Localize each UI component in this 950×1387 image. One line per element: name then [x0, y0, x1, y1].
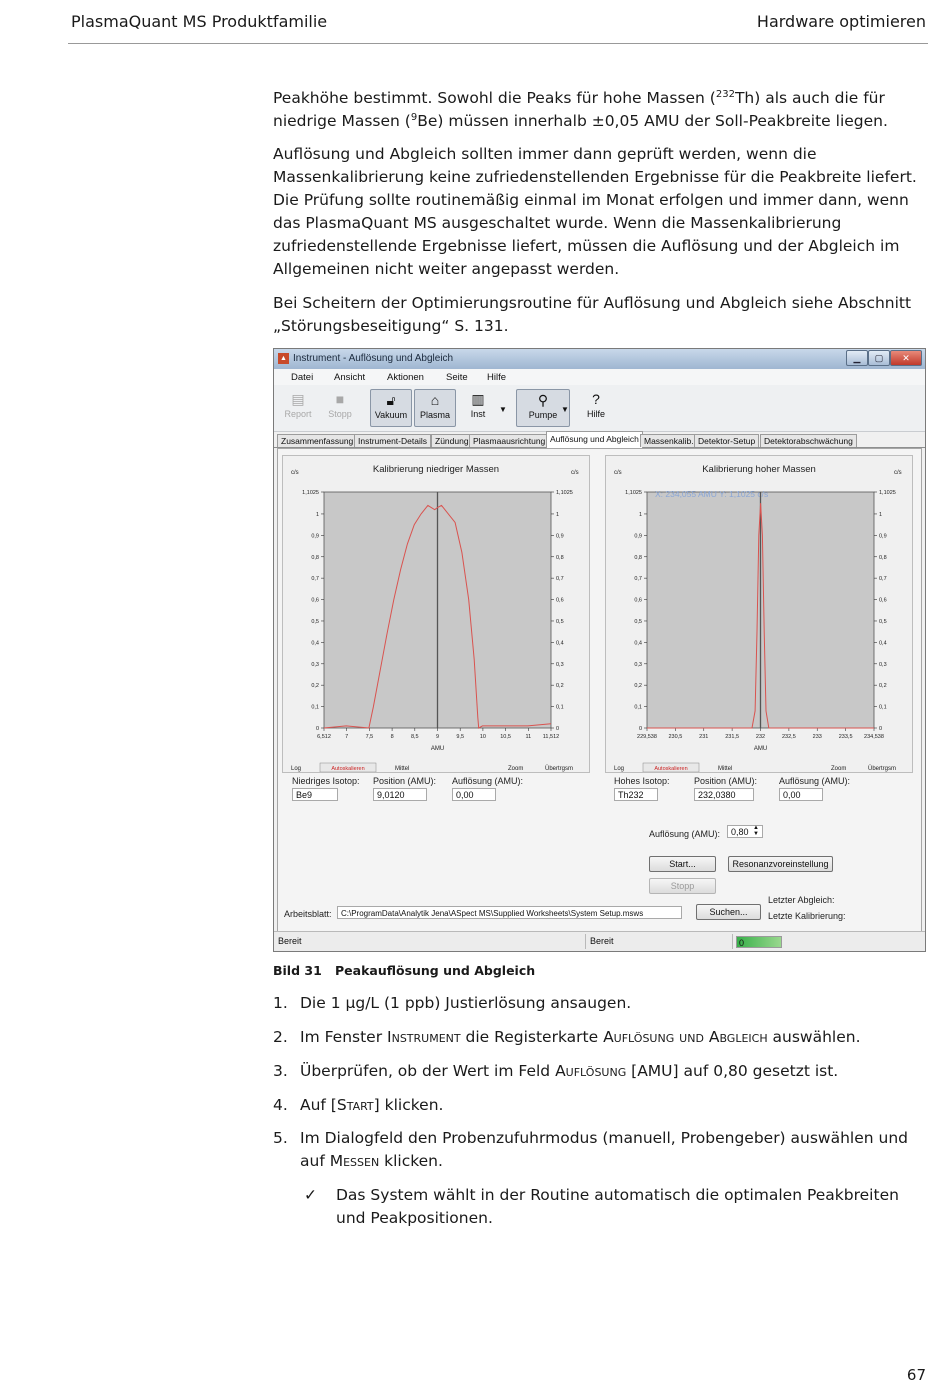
- x-tick-label: 232,5: [781, 734, 796, 740]
- step-5: [273, 1127, 933, 1173]
- high-position-field[interactable]: 232,0380: [694, 788, 754, 801]
- menu-seite[interactable]: Seite: [446, 372, 468, 383]
- chart-title: Kalibrierung niedriger Massen: [372, 464, 500, 475]
- menu-aktionen[interactable]: Aktionen: [387, 372, 424, 383]
- x-tick-label: 6,512: [317, 734, 331, 740]
- inst-button[interactable]: [458, 389, 498, 425]
- chart-high-mass: [605, 455, 913, 773]
- y-tick-label-right: 0,9: [556, 533, 564, 540]
- plasma-icon: ⌂: [430, 392, 440, 408]
- header-rule: [68, 43, 928, 44]
- p1-sup-1: 232: [715, 88, 735, 100]
- chart-title: Kalibrierung hoher Massen: [702, 464, 816, 475]
- report-label: Report: [284, 409, 312, 419]
- minimize-button[interactable]: ▁: [846, 350, 868, 366]
- y-unit-left: c/s: [614, 470, 622, 476]
- step-4-text: [300, 1094, 933, 1117]
- step-5-text: [300, 1127, 933, 1173]
- window-title: Instrument - Auflösung und Abgleich: [293, 353, 454, 364]
- y-unit-right: c/s: [571, 470, 579, 476]
- window-titlebar: [274, 349, 925, 369]
- y-tick-label-right: 0,1: [556, 704, 564, 711]
- x-tick-label: 7,5: [365, 734, 374, 740]
- y-unit-left: c/s: [291, 470, 299, 476]
- x-tick-label: 11: [525, 734, 532, 740]
- result-item: [300, 1184, 930, 1230]
- x-tick-label: 234,538: [864, 734, 884, 740]
- step-2-b: Instrument: [387, 1028, 461, 1046]
- tab-massenkalib[interactable]: Massenkalib.: [640, 434, 698, 447]
- p1-sup-2: 9: [410, 111, 418, 123]
- y-tick-label-left: 0,4: [634, 640, 642, 647]
- y-tick-label-right: 0,6: [879, 597, 887, 604]
- step-4-a: Auf [: [300, 1096, 337, 1114]
- p1-text-c: Be) müssen innerhalb ±0,05 AMU der Soll-Peakbreite liegen.: [417, 112, 888, 130]
- y-tick-label-right: 0: [879, 726, 883, 732]
- autoskalieren-label: Autoskalieren: [331, 766, 365, 772]
- y-tick-label-right: 0,4: [879, 640, 887, 647]
- step-3-b: Auflösung: [555, 1062, 627, 1080]
- x-tick-label: 231,5: [725, 734, 740, 740]
- lock-icon: 🔓︎: [386, 392, 396, 408]
- x-tick-label: 8,5: [410, 734, 419, 740]
- y-tick-label-right: 0,6: [556, 597, 564, 604]
- toolbar: [274, 385, 925, 432]
- tab-detektor-setup[interactable]: Detektor-Setup: [694, 434, 759, 447]
- pump-icon: ⚲: [537, 392, 549, 408]
- x-tick-label: 231: [699, 734, 709, 740]
- pumpe-label: Pumpe: [528, 410, 558, 420]
- y-tick-label-left: 0,3: [634, 661, 642, 668]
- low-resolution-field[interactable]: 0,00: [452, 788, 496, 801]
- plasma-label: Plasma: [419, 410, 450, 420]
- y-tick-label-left: 0,7: [634, 576, 642, 583]
- y-tick-label-left: 0,9: [634, 533, 642, 540]
- uebertragen-checkbox: Übertrgsm: [868, 766, 897, 772]
- y-tick-label-left: 0,6: [311, 597, 319, 604]
- log-checkbox: Log: [291, 766, 302, 772]
- cursor-readout: X: 234,055 AMU Y: 1,1025 c/s: [655, 489, 769, 499]
- hilfe-button[interactable]: [576, 389, 616, 425]
- paragraph-1: [273, 87, 933, 133]
- low-isotope-field[interactable]: Be9: [292, 788, 338, 801]
- status-bar: [274, 931, 925, 951]
- step-5-b: Messen: [329, 1152, 380, 1170]
- status-mid: Bereit: [590, 936, 614, 946]
- zoom-checkbox: Zoom: [508, 766, 524, 772]
- high-isotope-label: Hohes Isotop:: [614, 776, 670, 786]
- y-tick-label-left: 0,4: [311, 640, 319, 647]
- p1-text-b: Th) als auch die für niedrige Massen (: [273, 89, 885, 130]
- step-5-a: Im Dialogfeld den Probenzufuhrmodus (manuell, Probengeber) auswählen und auf: [300, 1129, 909, 1170]
- step-3: [273, 1060, 933, 1083]
- x-tick-label: 232: [755, 734, 766, 740]
- status-separator-2: [732, 934, 733, 949]
- y-tick-label-left: 0,8: [311, 554, 319, 561]
- y-tick-label-right: 0,7: [879, 576, 887, 583]
- high-resolution-field[interactable]: 0,00: [779, 788, 823, 801]
- stopp-toolbar-button[interactable]: [320, 389, 360, 425]
- menu-bar: [274, 369, 925, 385]
- tab-zusammenfassung[interactable]: Zusammenfassung: [277, 434, 357, 447]
- x-tick-label: 10: [479, 734, 486, 740]
- y-tick-label-left: 0,2: [634, 683, 642, 690]
- y-tick-label-right: 1: [556, 511, 560, 518]
- tab-panel: [277, 448, 922, 933]
- chart-high-mass-svg: [606, 456, 912, 772]
- y-tick-label-right: 0,8: [879, 554, 887, 561]
- chart-low-mass-svg: [283, 456, 589, 772]
- step-4: [273, 1094, 933, 1117]
- start-button[interactable]: Start...: [649, 856, 716, 872]
- letzter-abgleich-label: Letzter Abgleich:: [768, 895, 835, 905]
- stopp-label: Stopp: [328, 409, 352, 419]
- y-tick-label-left: 0: [315, 726, 319, 732]
- stop-icon: ■: [335, 391, 345, 407]
- menu-ansicht[interactable]: Ansicht: [334, 372, 366, 383]
- low-resolution-label: Auflösung (AMU):: [452, 776, 524, 786]
- x-tick-label: 11,512: [542, 734, 560, 740]
- checkmark-icon: ✓: [304, 1186, 317, 1204]
- instrument-window: [273, 348, 926, 952]
- x-tick-label: 9: [435, 734, 440, 740]
- figure-caption: [273, 963, 536, 978]
- status-left: Bereit: [278, 936, 302, 946]
- y-unit-right: c/s: [894, 470, 902, 476]
- vakuum-label: Vakuum: [374, 410, 408, 420]
- y-tick-label-right: 0,2: [556, 683, 564, 690]
- x-tick-label: 7: [345, 734, 349, 740]
- letzte-kalibrierung-label: Letzte Kalibrierung:: [768, 911, 846, 921]
- x-axis-label: AMU: [753, 746, 768, 752]
- tab-strip: [274, 431, 925, 448]
- step-3-c: [AMU] auf 0,80 gesetzt ist.: [626, 1062, 839, 1080]
- chart-low-mass: [282, 455, 590, 773]
- low-position-field[interactable]: 9,0120: [373, 788, 427, 801]
- stopp-button[interactable]: Stopp: [649, 878, 716, 894]
- step-2-e: auswählen.: [767, 1028, 861, 1046]
- page-header-left: PlasmaQuant MS Produktfamilie: [71, 12, 328, 31]
- suchen-button[interactable]: Suchen...: [696, 904, 761, 920]
- p1-text-a: Peakhöhe bestimmt. Sowohl die Peaks für hohe Massen (: [273, 89, 716, 107]
- y-tick-label-right: 0,2: [879, 683, 887, 690]
- y-tick-label-right: 0,3: [556, 661, 564, 668]
- y-tick-label-right: 0,5: [556, 618, 564, 625]
- x-tick-label: 230,5: [668, 734, 683, 740]
- y-tick-label-left: 0,3: [311, 661, 319, 668]
- aufloesung-spinner[interactable]: 0,80: [727, 825, 763, 838]
- low-position-label: Position (AMU):: [373, 776, 437, 786]
- maximize-button[interactable]: ▢: [868, 350, 890, 366]
- y-tick-label-right: 1: [879, 511, 883, 518]
- y-tick-label-right: 0,9: [879, 533, 887, 540]
- y-tick-label-left: 0,5: [311, 618, 319, 625]
- step-2-number: 2.: [273, 1028, 288, 1046]
- step-2: [273, 1026, 933, 1049]
- x-axis-label: AMU: [430, 746, 445, 752]
- step-2-d: Auflösung und Abgleich: [603, 1028, 768, 1046]
- step-3-a: Überprüfen, ob der Wert im Feld: [300, 1062, 556, 1080]
- page-number: 67: [906, 1366, 926, 1384]
- instrument-icon: ▥: [471, 391, 485, 407]
- y-tick-label-left: 0,7: [311, 576, 319, 583]
- y-tick-label-right: 0,1: [879, 704, 887, 711]
- x-tick-label: 233: [812, 734, 822, 740]
- y-tick-label-right: 0,8: [556, 554, 564, 561]
- step-3-number: 3.: [273, 1062, 288, 1080]
- step-1-text: Die 1 µg/L (1 ppb) Justierlösung ansaugen.: [300, 994, 632, 1012]
- inst-label: Inst: [470, 409, 486, 419]
- y-tick-label-right: 0: [556, 726, 560, 732]
- step-1-number: 1.: [273, 994, 288, 1012]
- step-5-number: 5.: [273, 1129, 288, 1147]
- tab-zuendung[interactable]: Zündung: [431, 434, 473, 447]
- step-4-number: 4.: [273, 1096, 288, 1114]
- tab-instrument-details[interactable]: Instrument-Details: [354, 434, 431, 447]
- x-tick-label: 233,5: [838, 734, 853, 740]
- page-header-right: Hardware optimieren: [756, 12, 926, 31]
- high-isotope-field[interactable]: Th232: [614, 788, 658, 801]
- paragraph-2: Auflösung und Abgleich sollten immer dann geprüft werden, wenn die Massenkalibrierung keine zufriedenstellenden Ergebnisse für die Peakbreite liefert. Die Prüfung sollte routinemäßig einmal im Monat erfolgen und immer dann, wenn das PlasmaQuant MS ausgeschaltet wurde. Wenn die Massenkalibrierung zufriedenstellende Ergebnisse liefert, müssen die Auflösung und der Abgleich im Allgemeinen nicht weiter angepasst werden.: [273, 145, 917, 278]
- y-tick-label-right: 1,1025: [556, 490, 573, 496]
- y-tick-label-left: 0,8: [634, 554, 642, 561]
- menu-hilfe[interactable]: Hilfe: [487, 372, 507, 383]
- arbeitsblatt-field[interactable]: C:\ProgramData\Analytik Jena\ASpect MS\Supplied Worksheets\System Setup.msws: [337, 906, 682, 919]
- mittel-checkbox: Mittel: [718, 766, 733, 772]
- step-2-c: die Registerkarte: [460, 1028, 604, 1046]
- hilfe-label: Hilfe: [586, 409, 605, 419]
- close-button[interactable]: ✕: [890, 350, 922, 366]
- step-4-b: Start: [336, 1096, 374, 1114]
- zoom-checkbox: Zoom: [831, 766, 847, 772]
- report-button[interactable]: [278, 389, 318, 425]
- result-text: Das System wählt in der Routine automatisch die optimalen Peakbreiten und Peakpositionen.: [336, 1186, 899, 1227]
- log-checkbox: Log: [614, 766, 625, 772]
- pumpe-dropdown-icon[interactable]: ▼: [561, 405, 569, 414]
- y-tick-label-left: 0,1: [311, 704, 319, 711]
- caption-text: Peakauflösung und Abgleich: [335, 963, 536, 978]
- y-tick-label-left: 0: [638, 726, 642, 732]
- app-icon: ▲: [278, 353, 289, 364]
- help-icon: ?: [592, 391, 600, 407]
- y-tick-label-right: 0,4: [556, 640, 564, 647]
- step-2-text: [300, 1026, 933, 1049]
- y-tick-label-left: 0,6: [634, 597, 642, 604]
- arbeitsblatt-label: Arbeitsblatt:: [284, 909, 332, 919]
- step-1: [273, 992, 933, 1015]
- y-tick-label-left: 0,2: [311, 683, 319, 690]
- spinner-arrows-icon[interactable]: ▲ ▼: [753, 825, 759, 837]
- x-tick-label: 229,538: [637, 734, 657, 740]
- x-tick-label: 9,5: [456, 734, 465, 740]
- status-separator-1: [585, 934, 586, 949]
- low-isotope-label: Niedriges Isotop:: [292, 776, 360, 786]
- uebertragen-checkbox: Übertrgsm: [545, 766, 574, 772]
- inst-dropdown-icon[interactable]: ▼: [499, 405, 507, 414]
- vakuum-button[interactable]: [370, 389, 412, 427]
- high-resolution-label: Auflösung (AMU):: [779, 776, 851, 786]
- y-tick-label-right: 1,1025: [879, 490, 896, 496]
- mittel-checkbox: Mittel: [395, 766, 410, 772]
- step-5-c: klicken.: [379, 1152, 443, 1170]
- y-tick-label-right: 0,5: [879, 618, 887, 625]
- step-4-c: ] klicken.: [373, 1096, 444, 1114]
- x-tick-label: 8: [390, 734, 394, 740]
- resonanzvoreinstellung-button[interactable]: Resonanzvoreinstellung: [728, 856, 833, 872]
- y-tick-label-left: 1,1025: [625, 490, 642, 496]
- status-progress: 0: [736, 936, 782, 948]
- step-2-a: Im Fenster: [300, 1028, 388, 1046]
- step-3-text: [300, 1060, 933, 1083]
- caption-label: Bild 31: [273, 963, 322, 978]
- menu-datei[interactable]: Datei: [291, 372, 314, 383]
- tab-detektorabschwaechung[interactable]: Detektorabschwächung: [760, 434, 857, 447]
- y-tick-label-right: 0,7: [556, 576, 564, 583]
- y-tick-label-left: 1: [315, 511, 319, 518]
- x-tick-label: 10,5: [500, 734, 511, 740]
- autoskalieren-label: Autoskalieren: [654, 766, 688, 772]
- report-icon: ▤: [291, 391, 305, 407]
- tab-aufloesung-und-abgleich[interactable]: Auflösung und Abgleich: [546, 431, 643, 448]
- high-position-label: Position (AMU):: [694, 776, 758, 786]
- y-tick-label-left: 0,9: [311, 533, 319, 540]
- plasma-button[interactable]: [414, 389, 456, 427]
- aufloesung-label: Auflösung (AMU):: [649, 829, 721, 839]
- y-tick-label-right: 0,3: [879, 661, 887, 668]
- paragraph-3: Bei Scheitern der Optimierungsroutine für Auflösung und Abgleich siehe Abschnitt „Störungsbeseitigung“ S. 131.: [273, 294, 912, 335]
- y-tick-label-left: 1: [638, 511, 642, 518]
- y-tick-label-left: 0,1: [634, 704, 642, 711]
- y-tick-label-left: 1,1025: [302, 490, 319, 496]
- tab-plasmaausrichtung[interactable]: Plasmaausrichtung: [469, 434, 549, 447]
- y-tick-label-left: 0,5: [634, 618, 642, 625]
